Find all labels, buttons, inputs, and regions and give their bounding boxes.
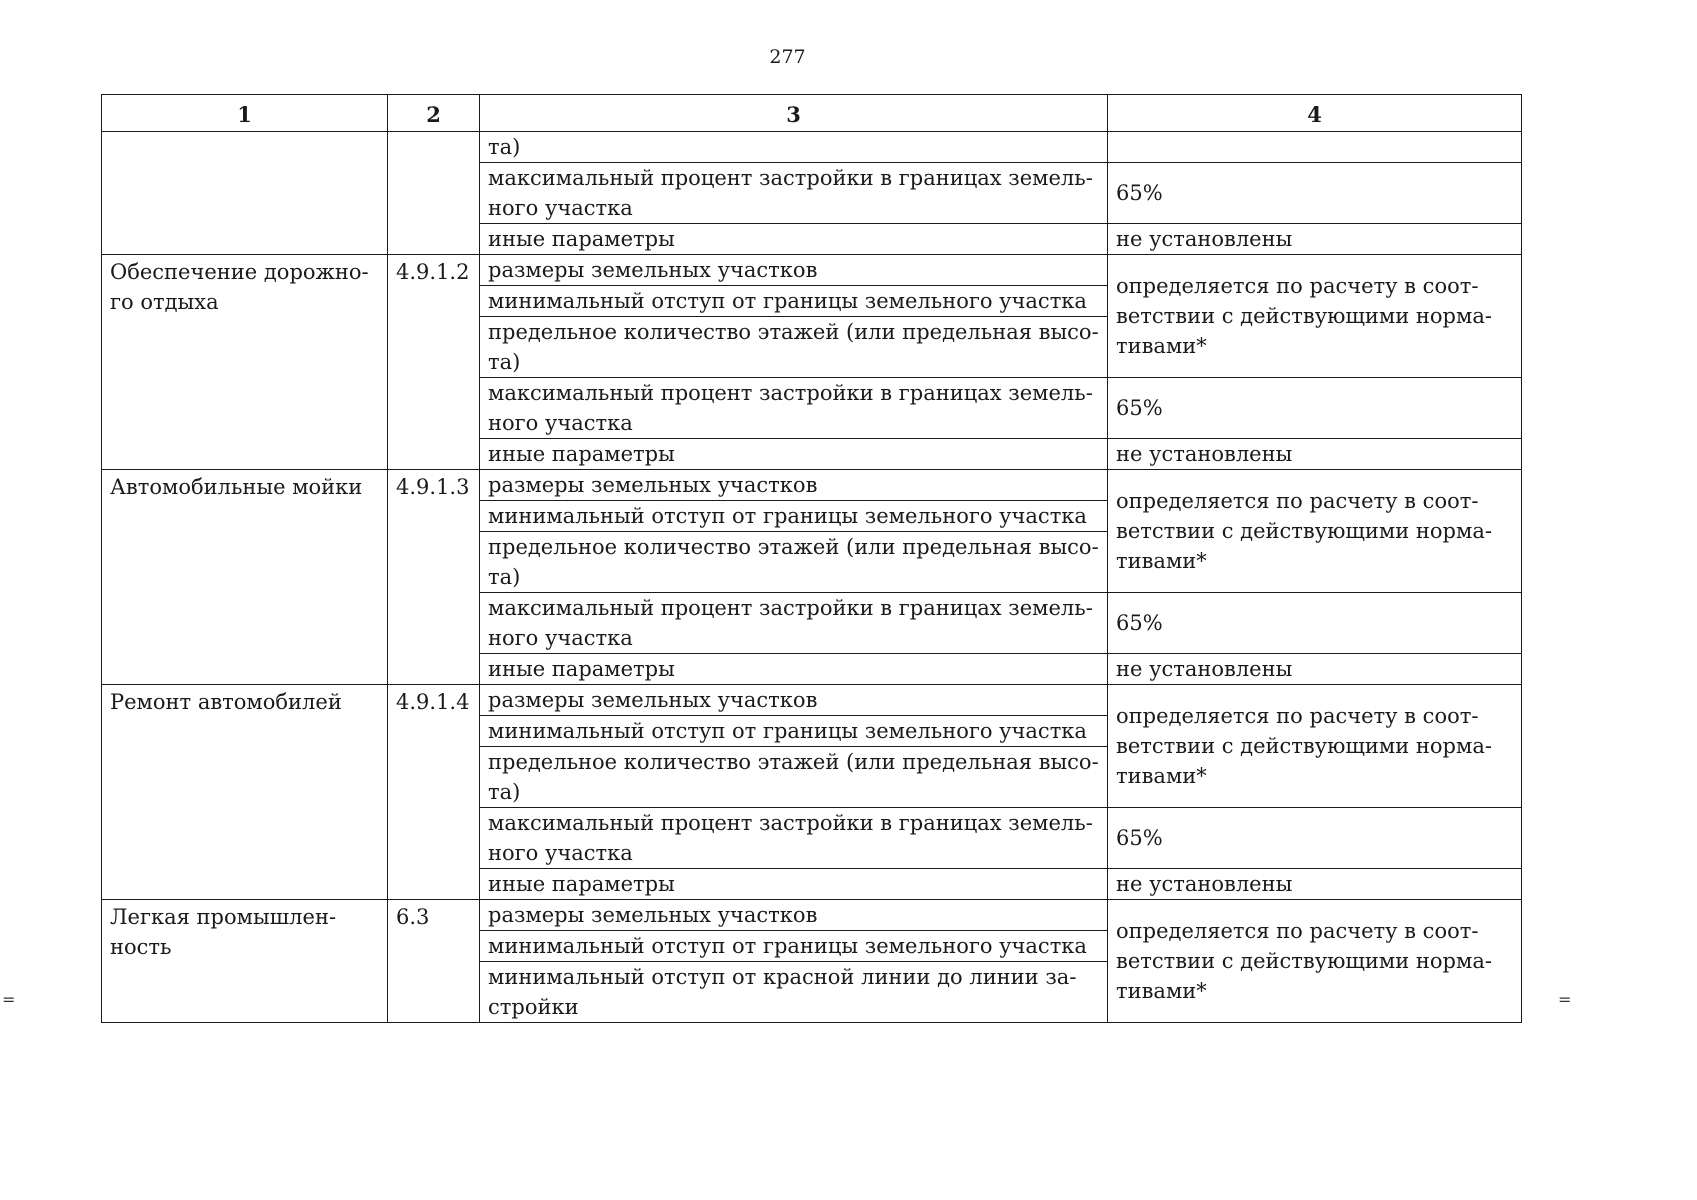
- margin-mark-left: =: [2, 990, 16, 1009]
- regulation-table: [101, 94, 1522, 1023]
- value-cell: определяется по расчету в соот-ветствии с действующими норма-тивами*: [1108, 900, 1522, 1023]
- value-cell: не установлены: [1108, 654, 1522, 685]
- header-row: [102, 95, 1522, 132]
- param-cell: размеры земельных участков: [480, 900, 1108, 931]
- param-cell: максимальный процент застройки в границах земель-ного участка: [480, 163, 1108, 224]
- table-row: [102, 685, 1522, 716]
- param-cell: размеры земельных участков: [480, 255, 1108, 286]
- use-code-cell: 4.9.1.3: [388, 470, 480, 685]
- param-cell: минимальный отступ от границы земельного участка: [480, 286, 1108, 317]
- param-cell: минимальный отступ от границы земельного участка: [480, 501, 1108, 532]
- value-cell: 65%: [1108, 593, 1522, 654]
- value-cell: 65%: [1108, 378, 1522, 439]
- value-cell: [1108, 132, 1522, 163]
- param-cell: предельное количество этажей (или предельная высо-та): [480, 747, 1108, 808]
- col-header-2: 2: [388, 95, 480, 132]
- param-cell: максимальный процент застройки в границах земель-ного участка: [480, 808, 1108, 869]
- value-cell: определяется по расчету в соот-ветствии с действующими норма-тивами*: [1108, 470, 1522, 593]
- use-code-cell: [388, 132, 480, 255]
- param-cell: размеры земельных участков: [480, 685, 1108, 716]
- margin-mark-right: =: [1558, 990, 1572, 1009]
- param-cell: минимальный отступ от красной линии до линии за-стройки: [480, 962, 1108, 1023]
- param-cell: предельное количество этажей (или предельная высо-та): [480, 317, 1108, 378]
- col-header-1: 1: [102, 95, 388, 132]
- use-code-cell: 6.3: [388, 900, 480, 1023]
- param-cell: размеры земельных участков: [480, 470, 1108, 501]
- col-header-3: 3: [480, 95, 1108, 132]
- param-cell: минимальный отступ от границы земельного участка: [480, 931, 1108, 962]
- col-header-4: 4: [1108, 95, 1522, 132]
- param-cell: иные параметры: [480, 439, 1108, 470]
- table-row: [102, 132, 1522, 163]
- value-cell: не установлены: [1108, 439, 1522, 470]
- param-cell: иные параметры: [480, 869, 1108, 900]
- value-cell: определяется по расчету в соот-ветствии с действующими норма-тивами*: [1108, 685, 1522, 808]
- param-cell: максимальный процент застройки в границах земель-ного участка: [480, 378, 1108, 439]
- value-cell: определяется по расчету в соот-ветствии с действующими норма-тивами*: [1108, 255, 1522, 378]
- param-cell: иные параметры: [480, 654, 1108, 685]
- value-cell: не установлены: [1108, 224, 1522, 255]
- param-cell: та): [480, 132, 1108, 163]
- use-name-cell: [102, 132, 388, 255]
- table-row: [102, 255, 1522, 286]
- value-cell: не установлены: [1108, 869, 1522, 900]
- page-number: 277: [769, 46, 806, 68]
- use-name-cell: Легкая промышлен-ность: [102, 900, 388, 1023]
- param-cell: предельное количество этажей (или предельная высо-та): [480, 532, 1108, 593]
- use-name-cell: Обеспечение дорожно-го отдыха: [102, 255, 388, 470]
- table-row: [102, 900, 1522, 931]
- use-code-cell: 4.9.1.2: [388, 255, 480, 470]
- use-name-cell: Автомобильные мойки: [102, 470, 388, 685]
- table-row: [102, 470, 1522, 501]
- value-cell: 65%: [1108, 163, 1522, 224]
- param-cell: минимальный отступ от границы земельного участка: [480, 716, 1108, 747]
- use-code-cell: 4.9.1.4: [388, 685, 480, 900]
- param-cell: максимальный процент застройки в границах земель-ного участка: [480, 593, 1108, 654]
- use-name-cell: Ремонт автомобилей: [102, 685, 388, 900]
- param-cell: иные параметры: [480, 224, 1108, 255]
- value-cell: 65%: [1108, 808, 1522, 869]
